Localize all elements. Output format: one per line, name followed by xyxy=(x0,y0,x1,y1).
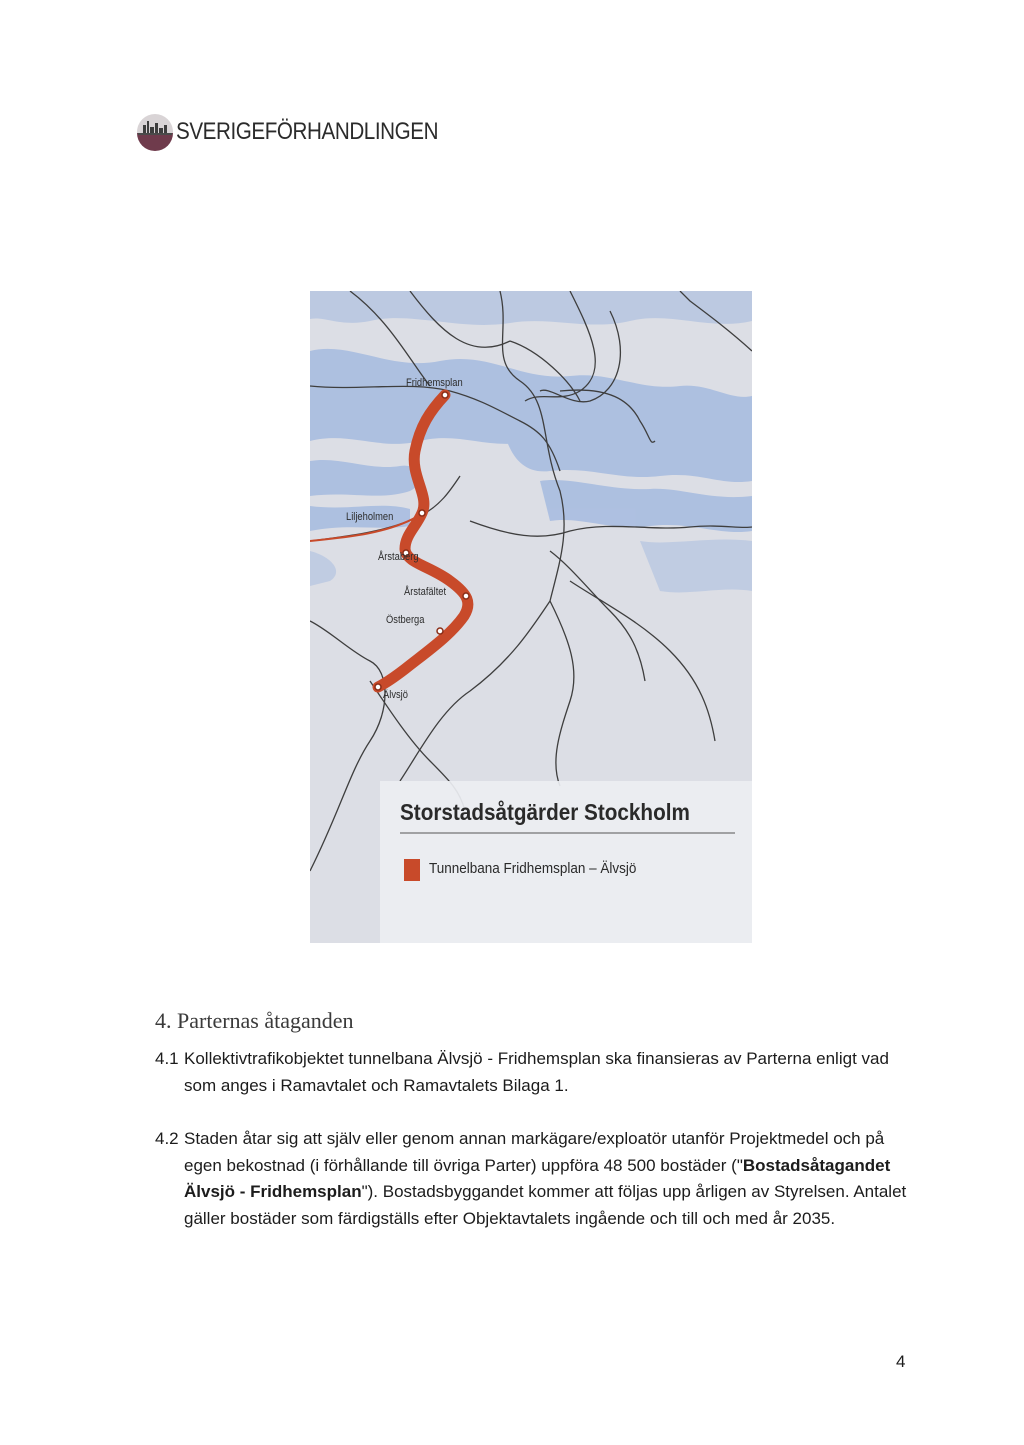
brand-name: SVERIGEFÖRHANDLINGEN xyxy=(176,118,439,145)
document-header xyxy=(136,112,481,152)
station-dot-fridhemsplan xyxy=(442,392,448,398)
station-label-arstaberg: Årstaberg xyxy=(378,551,419,563)
station-dot-ostberga xyxy=(437,628,443,634)
section-heading: 4. Parternas åtaganden xyxy=(155,1008,354,1033)
skyline-logo-icon xyxy=(136,113,174,151)
station-label-alvsjo: Älvsjö xyxy=(383,689,408,701)
clause-bold-term: Bostadsåtagandet Älvsjö - Fridhemsplan xyxy=(184,1155,891,1201)
page-number: 4 xyxy=(896,1352,906,1371)
clause-text: Kollektivtrafikobjektet tunnelbana Älvsjö - Fridhemsplan ska finansieras av Parterna enligt vad som anges i Ramavtalet och Ramavtalets Bilaga 1. xyxy=(184,1049,889,1095)
station-label-fridhemsplan: Fridhemsplan xyxy=(406,377,463,389)
station-dot-arstafaltet xyxy=(463,593,469,599)
station-label-liljeholmen: Liljeholmen xyxy=(346,511,394,523)
map-legend-title: Storstadsåtgärder Stockholm xyxy=(400,799,690,825)
station-label-ostberga: Östberga xyxy=(386,614,425,626)
map-legend-item: Tunnelbana Fridhemsplan – Älvsjö xyxy=(429,860,637,877)
station-dot-liljeholmen xyxy=(419,510,425,516)
station-label-arstafaltet: Årstafältet xyxy=(404,586,447,598)
clause-4-1 xyxy=(155,1046,915,1099)
route-map xyxy=(310,291,752,943)
legend-swatch xyxy=(404,859,420,881)
clause-4-2 xyxy=(155,1126,915,1232)
clause-text: Staden åtar sig att själv eller genom annan markägare/exploatör utanför Projektmedel och på egen bekostnad (i förhållande till övriga Parter) uppföra 48 500 bostäder ("Bostadsåtagandet Älvsjö - Fridhemsplan"). Bostadsbyggandet kommer att följas upp årligen av Styrelsen. Antalet gäller bostäder som färdigställs efter Objektavtalets ingående och till och med år 2035. xyxy=(184,1129,907,1228)
station-dot-alvsjo xyxy=(375,684,381,690)
clause-number: 4.1 xyxy=(155,1049,179,1068)
clause-number: 4.2 xyxy=(155,1129,179,1148)
